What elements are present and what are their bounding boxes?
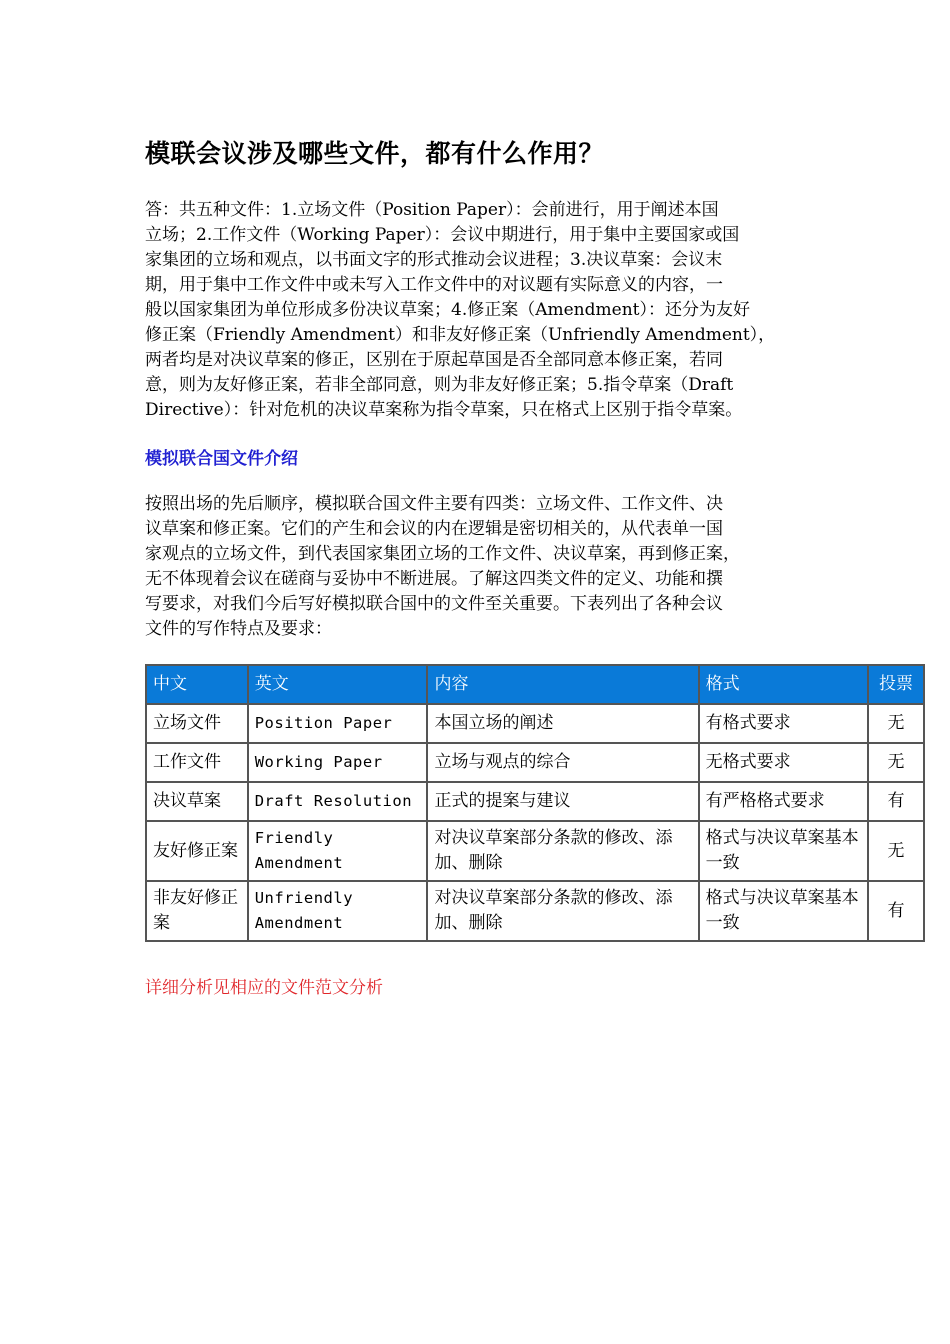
table-row [146, 743, 924, 782]
documents-table [145, 664, 925, 942]
cell-chinese: 立场文件 [146, 704, 248, 743]
answer-line: 两者均是对决议草案的修正，区别在于原起草国是否全部同意本修正案，若同 [145, 350, 723, 370]
answer-line: 家集团的立场和观点，以书面文字的形式推动会议进程；3.决议草案：会议末 [145, 250, 723, 270]
cell-content: 对决议草案部分条款的修改、添加、删除 [427, 881, 698, 941]
cell-chinese: 非友好修正案 [146, 881, 248, 941]
cell-format: 格式与决议草案基本一致 [699, 881, 868, 941]
footer-note: 详细分析见相应的文件范文分析 [145, 978, 383, 998]
cell-english: Unfriendly Amendment [248, 881, 428, 941]
answer-line: 般以国家集团为单位形成多份决议草案；4.修正案（Amendment）：还分为友好 [145, 300, 750, 320]
intro-line: 家观点的立场文件，到代表国家集团立场的工作文件、决议草案，再到修正案， [145, 544, 740, 564]
table-row [146, 881, 924, 941]
header-chinese: 中文 [146, 665, 248, 704]
intro-line: 无不体现着会议在磋商与妥协中不断进展。了解这四类文件的定义、功能和撰 [145, 569, 723, 589]
intro-line: 议草案和修正案。它们的产生和会议的内在逻辑是密切相关的，从代表单一国 [145, 519, 723, 539]
cell-vote: 有 [868, 782, 924, 821]
cell-content: 对决议草案部分条款的修改、添加、删除 [427, 821, 698, 881]
header-format: 格式 [699, 665, 868, 704]
header-vote: 投票 [868, 665, 924, 704]
cell-format: 格式与决议草案基本一致 [699, 821, 868, 881]
cell-content: 立场与观点的综合 [427, 743, 698, 782]
cell-vote: 有 [868, 881, 924, 941]
intro-line: 文件的写作特点及要求： [145, 619, 332, 639]
answer-line: 意，则为友好修正案，若非全部同意，则为非友好修正案；5.指令草案（Draft [145, 375, 734, 395]
cell-format: 有格式要求 [699, 704, 868, 743]
table-row [146, 704, 924, 743]
cell-content: 正式的提案与建议 [427, 782, 698, 821]
answer-line: 立场；2.工作文件（Working Paper）：会议中期进行，用于集中主要国家或国 [145, 225, 740, 245]
cell-vote: 无 [868, 704, 924, 743]
cell-english: Position Paper [248, 704, 428, 743]
answer-paragraph [145, 198, 810, 423]
intro-paragraph [145, 492, 810, 642]
cell-english: Working Paper [248, 743, 428, 782]
cell-chinese: 工作文件 [146, 743, 248, 782]
answer-line: 期，用于集中工作文件中或未写入工作文件中的对议题有实际意义的内容，一 [145, 275, 723, 295]
cell-english: Draft Resolution [248, 782, 428, 821]
cell-chinese: 友好修正案 [146, 821, 248, 881]
table-row [146, 821, 924, 881]
header-english: 英文 [248, 665, 428, 704]
table-row [146, 782, 924, 821]
header-content: 内容 [427, 665, 698, 704]
cell-chinese: 决议草案 [146, 782, 248, 821]
cell-english: Friendly Amendment [248, 821, 428, 881]
cell-format: 无格式要求 [699, 743, 868, 782]
answer-line: Directive）：针对危机的决议草案称为指令草案，只在格式上区别于指令草案。 [145, 400, 743, 420]
cell-content: 本国立场的阐述 [427, 704, 698, 743]
intro-line: 按照出场的先后顺序，模拟联合国文件主要有四类：立场文件、工作文件、决 [145, 494, 723, 514]
cell-vote: 无 [868, 821, 924, 881]
section-heading: 模拟联合国文件介绍 [145, 449, 298, 469]
answer-line: 答：共五种文件：1.立场文件（Position Paper）：会前进行，用于阐述本国 [145, 200, 719, 220]
cell-format: 有严格格式要求 [699, 782, 868, 821]
table-header-row [146, 665, 924, 704]
page-title: 模联会议涉及哪些文件，都有什么作用？ [145, 139, 605, 168]
intro-line: 写要求，对我们今后写好模拟联合国中的文件至关重要。下表列出了各种会议 [145, 594, 723, 614]
cell-vote: 无 [868, 743, 924, 782]
answer-line: 修正案（Friendly Amendment）和非友好修正案（Unfriendly Amendment）， [145, 325, 776, 345]
